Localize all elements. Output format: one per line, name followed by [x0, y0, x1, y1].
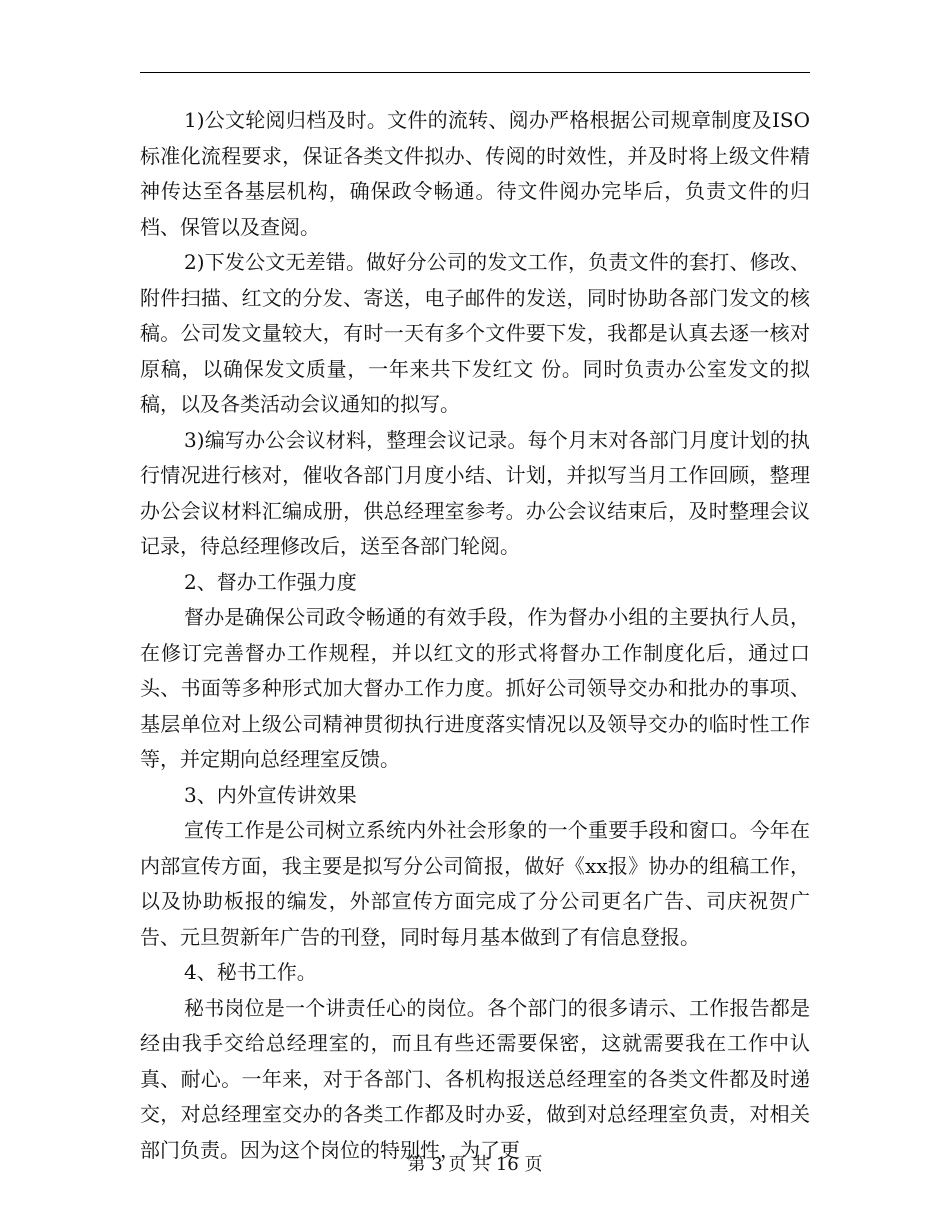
- header-rule: [140, 72, 810, 73]
- document-body: [140, 103, 810, 1168]
- paragraph-2: 2)下发公文无差错。做好分公司的发文工作，负责文件的套打、修改、附件扫描、红文的分发、寄送，电子邮件的发送，同时协助各部门发文的核稿。公司发文量较大，有时一天有多个文件要下发，我都是认真去逐一核对原稿，以确保发文质量，一年来共下发红文 份。同时负责办公室发文的拟稿，以及各类活动会议通知的拟写。: [140, 250, 810, 416]
- paragraph-4: 督办是确保公司政令畅通的有效手段，作为督办小组的主要执行人员，在修订完善督办工作规程，并以红文的形式将督办工作制度化后，通过口头、书面等多种形式加大督办工作力度。抓好公司领导交办和批办的事项、基层单位对上级公司精神贯彻执行进度落实情况以及领导交办的临时性工作等，并定期向总经理室反馈。: [140, 605, 810, 771]
- page-footer: 第 3 页 共 16 页: [407, 1154, 543, 1175]
- paragraph-3: 3)编写办公会议材料，整理会议记录。每个月末对各部门月度计划的执行情况进行核对，催收各部门月度小结、计划，并拟写当月工作回顾，整理办公会议材料汇编成册，供总经理室参考。办公会议结束后，及时整理会议记录，待总经理修改后，送至各部门轮阅。: [140, 427, 810, 558]
- paragraph-5: 宣传工作是公司树立系统内外社会形象的一个重要手段和窗口。今年在内部宣传方面，我主要是拟写分公司简报，做好《xx报》协办的组稿工作，以及协助板报的编发，外部宣传方面完成了分公司更名广告、司庆祝贺广告、元旦贺新年广告的刊登，同时每月基本做到了有信息登报。: [140, 818, 810, 949]
- section-heading-2: 2、督办工作强力度: [184, 569, 357, 594]
- paragraph-1: 1)公文轮阅归档及时。文件的流转、阅办严格根据公司规章制度及ISO标准化流程要求，保证各类文件拟办、传阅的时效性，并及时将上级文件精神传达至各基层机构，确保政令畅通。待文件阅办完毕后，负责文件的归档、保管以及查阅。: [140, 108, 810, 239]
- section-heading-4: 4、秘书工作。: [184, 960, 317, 984]
- section-heading-3: 3、内外宣传讲效果: [184, 782, 357, 807]
- paragraph-6: 秘书岗位是一个讲责任心的岗位。各个部门的很多请示、工作报告都是经由我手交给总经理室的，而且有些还需要保密，这就需要我在工作中认真、耐心。一年来，对于各部门、各机构报送总经理室的各类文件都及时递交，对总经理室交办的各类工作都及时办妥，做到对总经理室负责，对相关部门负责。因为这个岗位的特别性，为了更: [140, 995, 810, 1162]
